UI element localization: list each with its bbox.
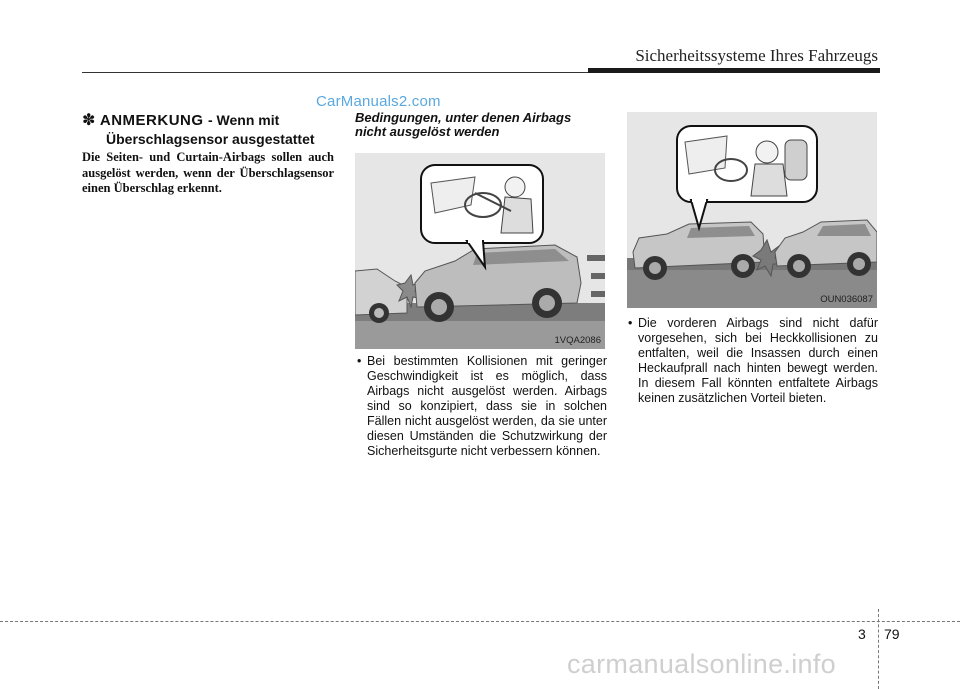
figure-code: OUN036087 (820, 294, 873, 305)
note-star-icon: ✽ (82, 112, 96, 129)
note-body: Die Seiten- und Curtain-Airbags sollen auch ausgelöst werden, wenn der Überschlagsensor einen Überschlag erkennt. (82, 150, 334, 195)
frontal-collision-illustration (355, 153, 605, 349)
page-header-title: Sicherheitssysteme Ihres Fahrzeugs (635, 46, 878, 65)
page-number: 79 (884, 626, 900, 642)
chapter-number: 3 (858, 626, 866, 642)
bullet-text: Bei bestimmten Kollisionen mit geringer Geschwindigkeit ist es möglich, dass Airbags nicht ausgelöst werden. Airbags sind so konzipiert, dass sie in solchen Fällen nicht ausgelöst werden, da sie unter diesen Umständen die Schutzwirkung der Sicherheitsgurte nicht verbessern können. (367, 354, 607, 458)
note-keyword: ANMERKUNG (99, 112, 204, 129)
header-rule (82, 72, 588, 73)
figure-rear-collision (627, 112, 877, 308)
footer-divider (878, 609, 879, 689)
note-heading (82, 111, 342, 148)
bullet-marker: • (357, 354, 362, 368)
bullet-marker: • (628, 316, 633, 330)
header-rule-bold (588, 68, 880, 73)
watermark-link-bottom[interactable]: carmanualsonline.info (567, 649, 836, 679)
figure-code: 1VQA2086 (554, 335, 601, 346)
note-subtitle-line1: - Wenn mit (207, 112, 280, 128)
note-subtitle-line2: Überschlagsensor ausgestattet (106, 131, 315, 147)
rear-collision-illustration (627, 112, 877, 308)
watermark-link-top[interactable]: CarManuals2.com (316, 93, 441, 110)
bullet-low-speed (357, 354, 607, 459)
bullet-text: Die vorderen Airbags sind nicht dafür vorgesehen, sich bei Heckkollisionen zu entfalten, weil die Insassen durch einen Heckaufprall nach hinten bewegt werden. In diesem Fall könnten entfaltete Airbags keinen zusätzlichen Vorteil bieten. (638, 316, 878, 405)
bullet-rear-collision (628, 316, 878, 406)
conditions-heading: Bedingungen, unter denen Airbags nicht ausgelöst werden (355, 110, 572, 139)
footer-rule (0, 621, 960, 622)
figure-frontal-collision (355, 153, 605, 349)
